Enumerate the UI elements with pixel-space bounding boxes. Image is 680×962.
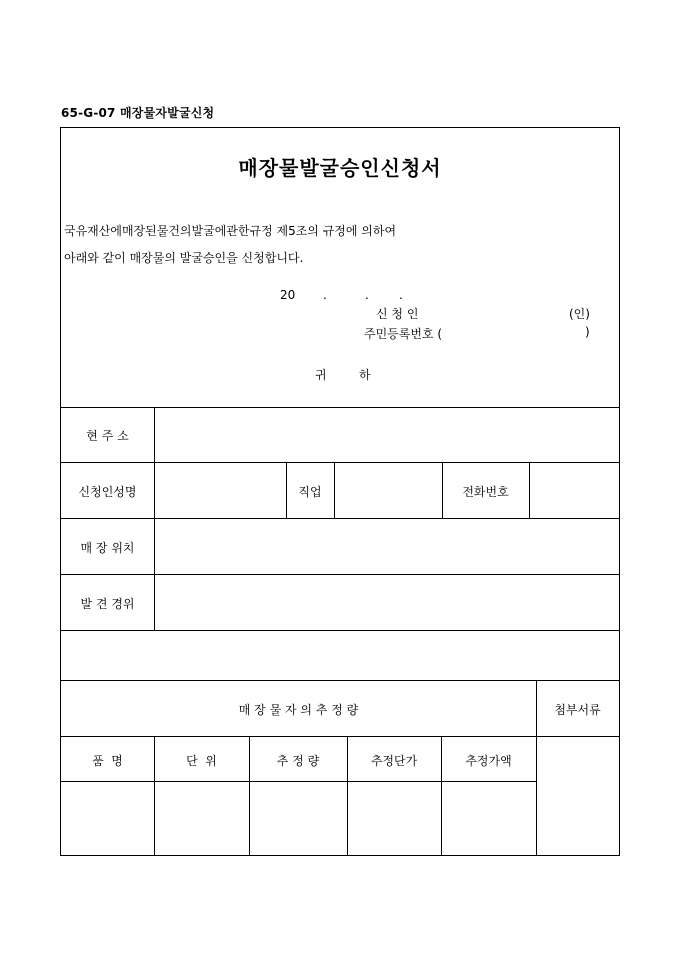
divider — [61, 462, 619, 463]
burial-location-label: 매 장 위치 — [80, 541, 135, 555]
date-separator: . — [365, 288, 369, 302]
divider — [61, 518, 619, 519]
column-header-unit: 단 위 — [186, 754, 217, 768]
phone-label: 전화번호 — [462, 485, 509, 499]
column-header-estimated-quantity: 추 정 량 — [276, 754, 320, 768]
estimate-section-label: 매 장 물 자 의 추 정 량 — [238, 703, 359, 717]
column-header-estimated-unit-price: 추정단가 — [370, 754, 418, 768]
column-header-item-name: 품 명 — [92, 754, 123, 768]
column-header-estimated-value: 추정가액 — [465, 754, 512, 768]
divider — [61, 574, 619, 575]
addressee-ha: 하 — [359, 368, 371, 382]
applicant-name-label: 신청인성명 — [78, 485, 137, 499]
column-divider — [529, 462, 530, 518]
job-label: 직업 — [298, 485, 322, 499]
date-separator: . — [323, 288, 327, 302]
body-text-line-2: 아래와 같이 매장물의 발굴승인을 신청합니다. — [64, 251, 304, 265]
discovery-circumstances-label: 발 견 경위 — [80, 597, 135, 611]
date-year: 20 — [280, 288, 296, 302]
date-separator: . — [399, 288, 403, 302]
divider — [61, 630, 619, 631]
seal-mark: (인) — [569, 307, 590, 321]
attachments-label: 첨부서류 — [554, 703, 601, 717]
form-header — [61, 128, 619, 408]
column-divider — [154, 407, 155, 630]
body-text-line-1: 국유재산에매장된물건의발굴에관한규정 제5조의 규정에 의하여 — [64, 224, 397, 238]
addressee-gwi: 귀 — [315, 368, 327, 382]
column-divider — [334, 462, 335, 518]
divider — [61, 781, 536, 782]
application-form — [60, 127, 620, 856]
divider — [61, 407, 619, 408]
form-code: 65-G-07 매장물자발굴신청 — [61, 106, 215, 120]
resident-number-label: 주민등록번호 ( — [364, 327, 443, 341]
form-title: 매장물발굴승인신청서 — [238, 156, 442, 180]
resident-number-close: ) — [585, 325, 590, 339]
applicant-label: 신 청 인 — [376, 307, 419, 321]
address-label: 현 주 소 — [86, 429, 129, 443]
